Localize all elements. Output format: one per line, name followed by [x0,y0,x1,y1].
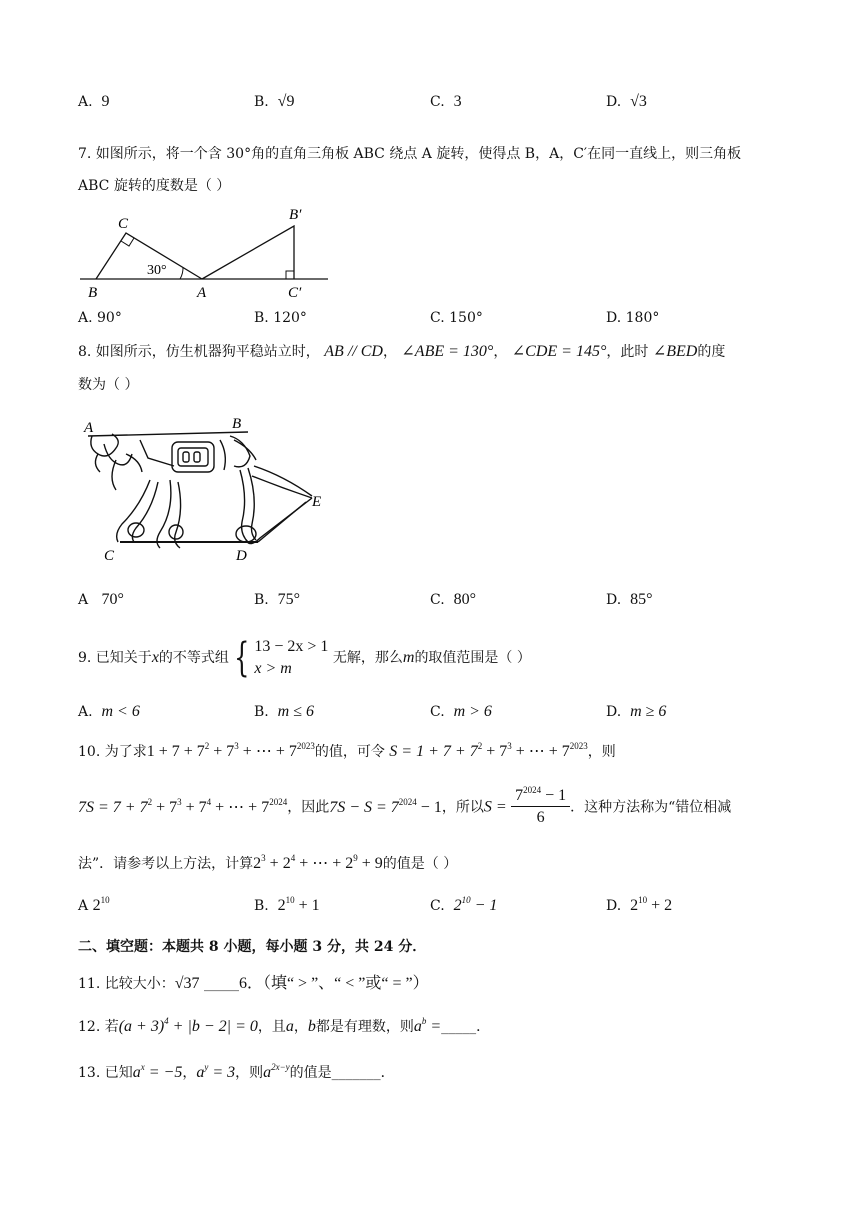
q10-option-c[interactable]: C. $2^{10} - 1$ [430,895,498,914]
q8-label-a: A [84,420,94,436]
q7-option-d[interactable]: D. 180° [606,310,660,326]
q13-stem: 13. 已知$a^x = -5$，$a^y = 3$，则$a^{2x-y}$的值是_______． [78,1062,395,1081]
q7-triangle-figure [76,202,336,302]
q10-option-b[interactable]: B. $2^{10} + 1$ [254,895,320,914]
q12-stem: 12. 若$(a + 3)^4 + |b - 2| = 0$，且a，b都是有理数，则$a^b$ =_____． [78,1016,491,1035]
q7-option-c[interactable]: C. 150° [430,310,483,326]
q7-label-angle: 30° [147,263,167,278]
q7-label-b-prime: B′ [289,207,302,223]
q8-label-b: B [232,416,242,432]
q7-stem-line1: 7. 如图所示，将一个含 30°角的直角三角板 ABC 绕点 A 旋转，使得点 B，A，C′在同一直线上，则三角板 [78,146,742,162]
q8-label-e: E [312,494,322,510]
q11-answer-blank[interactable]: _____ [203,976,239,992]
q8-label-d: D [236,548,247,564]
q7-label-b: B [88,285,98,301]
q7-option-b[interactable]: B. 120° [254,310,307,326]
q8-label-c: C [104,548,115,564]
q10-option-a[interactable]: A $2^{10}$ [78,895,110,914]
q9-inequality-system: 13 − 2x > 1 x > m [254,638,329,677]
q6-option-d[interactable]: D. √3 [606,93,647,110]
q8-robot-dog-figure [80,410,340,580]
q9-option-d[interactable]: D. m ≥ 6 [606,703,667,720]
q7-label-c: C [118,216,129,232]
q9-option-b[interactable]: B. m ≤ 6 [254,703,314,720]
section-2-heading: 二、填空题：本题共 8 小题，每小题 3 分，共 24 分． [78,939,427,955]
q8-option-d[interactable]: D. 85° [606,591,653,608]
q9-brace: { [234,635,250,681]
q7-label-a: A [197,285,207,301]
q8-stem-line2: 数为（ ） [78,377,139,393]
q10-option-d[interactable]: D. $2^{10} + 2$ [606,895,673,914]
q8-option-c[interactable]: C. 80° [430,591,476,608]
q10-fraction: $\frac{7^{2024} - 1}{6}$ [511,786,570,829]
q9-stem: 9. 已知关于x的不等式组 { 13 − 2x > 1 x > m 无解，那么m的取值范围是（ ） [78,635,531,681]
q6-option-b[interactable]: B. √9 [254,93,295,110]
q8-option-a[interactable]: A 70° [78,591,124,608]
q7-option-a[interactable]: A. 90° [78,310,122,326]
q10-stem-line2: $7S = 7 + 7^2 + 7^3 + 7^4$ + ⋯ + $7^{2024}$，因此$7S - S = 7^{2024} - 1$，所以S = $\frac{7^{2024} - 1}{6}$ ．这种方法称为“错位相减 [78,786,731,829]
q10-stem-line1: 10. 为了求$1 + 7 + 7^2 + 7^3$ + ⋯ + $7^{2023}$的值，可令 $S = 1 + 7 + 7^2 + 7^3$ + ⋯ + $7^{2023}$，则 [78,741,616,760]
q9-option-a[interactable]: A. m < 6 [78,703,140,720]
q7-stem-line2: ABC 旋转的度数是（ ） [78,178,231,194]
q7-label-c-prime: C′ [288,285,302,301]
q10-stem-line3: 法”．请参考以上方法，计算$2^3 + 2^4$ + ⋯ + $2^9 + 9$的值是（ ） [78,853,458,872]
q12-answer-blank[interactable]: _____ [441,1019,477,1035]
q11-stem: 11. 比较大小：√37 _____6．（填“ > ”、“ < ”或“ = ”） [78,975,429,992]
q6-option-a[interactable]: A. 9 [78,93,110,110]
q8-stem-line1: 8. 如图所示，仿生机器狗平稳站立时， AB // CD， ∠ABE = 130°， ∠CDE = 145°，此时 ∠BED的度 [78,343,726,360]
q9-option-c[interactable]: C. m > 6 [430,703,492,720]
q6-option-c[interactable]: C. 3 [430,93,462,110]
q8-option-b[interactable]: B. 75° [254,591,301,608]
q13-answer-blank[interactable]: _______ [331,1065,381,1081]
